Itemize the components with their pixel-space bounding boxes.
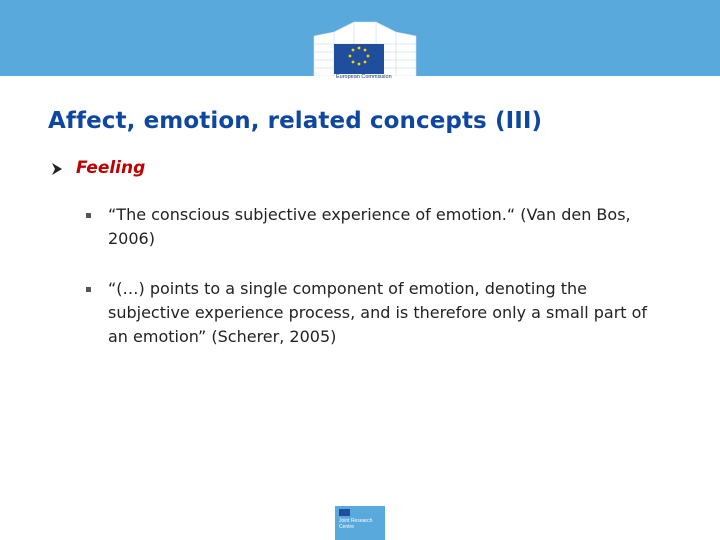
bullet-text: “The conscious subjective experience of emotion.“ (Van den Bos, 2006) [108,205,631,248]
section-heading [50,158,145,178]
european-commission-logo [304,16,426,98]
jrc-logo [335,506,385,540]
square-bullet-icon [86,287,91,292]
bullet-text: “(…) points to a single component of emotion, denoting the subjective experience process, and is therefore only a small part of an emotion” (Scherer, 2005) [108,279,648,346]
section-label: Feeling [76,158,146,178]
slide-title: Affect, emotion, related concepts (III) [48,108,543,134]
arrow-bullet-icon [50,161,64,175]
commission-building-icon [304,16,426,98]
square-bullet-icon [86,213,91,218]
logo-text: European Commission [336,74,392,80]
bullet-item [86,277,666,349]
eu-flag-icon [339,509,350,516]
bullet-item [86,203,666,251]
footer-logo-text: Joint Research Centre [339,518,373,530]
